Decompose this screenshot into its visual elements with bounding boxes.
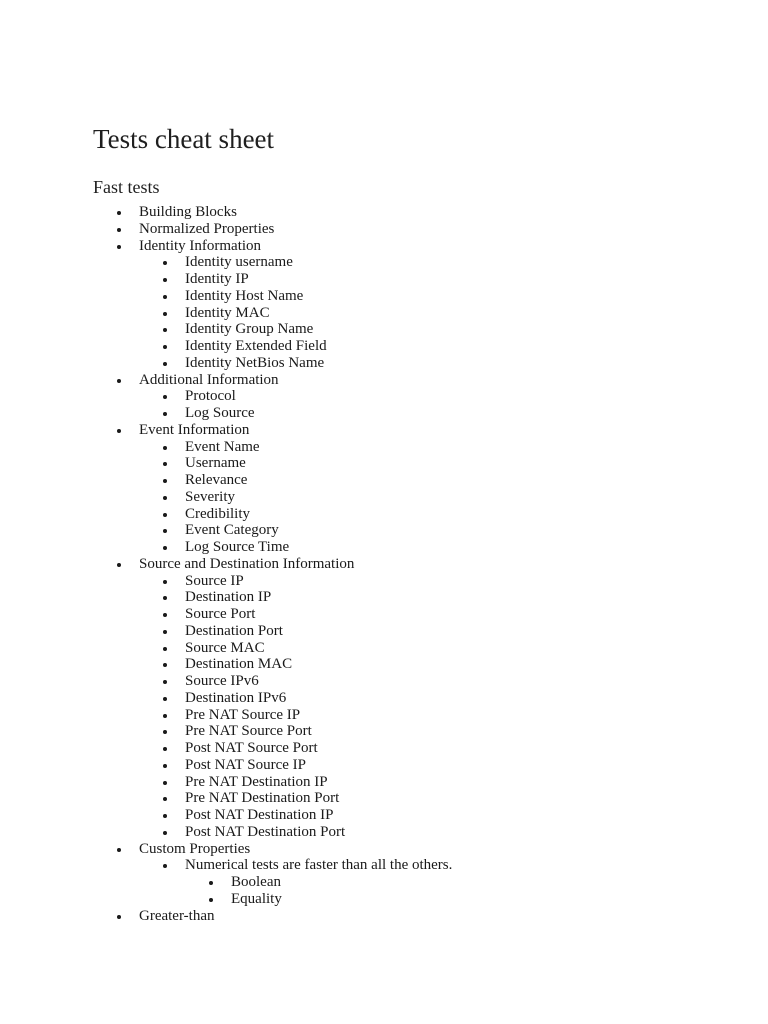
list-item-post-nat-source-ip <box>139 757 748 774</box>
list-item-label: Identity username <box>185 254 293 271</box>
document-title: Tests cheat sheet <box>93 124 275 154</box>
list-item-normalized-properties <box>93 221 748 238</box>
bullet-icon <box>163 864 167 868</box>
list-item-label: Additional Information <box>139 371 279 388</box>
fast-tests-list <box>93 204 748 924</box>
list-item-label: Identity Group Name <box>185 321 314 338</box>
sublist-source-and-destination-information <box>139 573 748 841</box>
bullet-icon <box>163 647 167 651</box>
bullet-icon <box>163 663 167 667</box>
bullet-icon <box>163 513 167 517</box>
list-item-boolean <box>185 874 748 891</box>
document-page <box>93 123 748 924</box>
list-item-label: Source and Destination Information <box>139 555 355 572</box>
list-item-relevance <box>139 472 748 489</box>
list-item-identity-mac <box>139 305 748 322</box>
list-item-identity-information <box>93 238 748 372</box>
bullet-icon <box>163 412 167 416</box>
list-item-label: Source IPv6 <box>185 673 259 689</box>
bullet-icon <box>163 831 167 835</box>
list-item-event-name <box>139 439 748 456</box>
bullet-icon <box>163 295 167 299</box>
list-item-label: Identity NetBios Name <box>185 354 325 371</box>
list-item-source-ipv6 <box>139 673 748 690</box>
list-item-source-ip <box>139 573 748 590</box>
list-item-label: Identity Extended Field <box>185 338 327 354</box>
bullet-icon <box>117 429 121 433</box>
list-item-label: Post NAT Destination Port <box>185 823 346 840</box>
list-item-identity-ip <box>139 271 748 288</box>
list-item-label: Event Information <box>139 421 250 438</box>
list-item-label: Event Category <box>185 522 279 539</box>
list-item-identity-extended-field <box>139 338 748 355</box>
list-item-label: Greater-than <box>139 907 215 924</box>
sublist-identity-information <box>139 254 748 371</box>
sublist-numerical-tests-are-faster-than-all-the-others <box>185 874 748 908</box>
bullet-icon <box>117 848 121 852</box>
list-item-protocol <box>139 388 748 405</box>
bullet-icon <box>163 278 167 282</box>
list-item-post-nat-destination-port <box>139 824 748 841</box>
bullet-icon <box>117 563 121 567</box>
list-item-label: Log Source <box>185 405 255 421</box>
list-item-pre-nat-source-port <box>139 723 748 740</box>
sublist-event-information <box>139 439 748 556</box>
list-item-pre-nat-source-ip <box>139 707 748 724</box>
list-item-label: Identity Host Name <box>185 287 304 304</box>
bullet-icon <box>163 814 167 818</box>
list-item-label: Pre NAT Source IP <box>185 706 301 723</box>
list-item-label: Building Blocks <box>139 204 237 220</box>
list-item-label: Destination MAC <box>185 656 293 673</box>
list-item-label: Post NAT Source IP <box>185 756 306 773</box>
bullet-icon <box>209 898 213 902</box>
list-item-label: Credibility <box>185 505 250 522</box>
bullet-icon <box>163 613 167 617</box>
list-item-source-mac <box>139 640 748 657</box>
list-item-destination-ip <box>139 589 748 606</box>
list-item-source-port <box>139 606 748 623</box>
list-item-log-source <box>139 405 748 422</box>
bullet-icon <box>163 312 167 316</box>
list-item-pre-nat-destination-ip <box>139 774 748 791</box>
list-item-label: Log Source Time <box>185 539 290 555</box>
list-item-identity-group-name <box>139 321 748 338</box>
list-item-label: Pre NAT Destination Port <box>185 790 340 807</box>
list-item-label: Equality <box>231 890 282 907</box>
list-item-pre-nat-destination-port <box>139 790 748 807</box>
list-item-credibility <box>139 506 748 523</box>
list-item-additional-information <box>93 372 748 422</box>
bullet-icon <box>163 496 167 500</box>
list-item-identity-netbios-name <box>139 355 748 372</box>
list-item-post-nat-source-port <box>139 740 748 757</box>
list-item-building-blocks <box>93 204 748 221</box>
list-item-severity <box>139 489 748 506</box>
list-item-event-information <box>93 422 748 556</box>
list-item-label: Custom Properties <box>139 840 251 857</box>
list-item-destination-mac <box>139 656 748 673</box>
section-heading-fast-tests: Fast tests <box>93 177 160 197</box>
bullet-icon <box>163 261 167 265</box>
bullet-icon <box>117 379 121 383</box>
list-item-label: Destination Port <box>185 622 283 639</box>
list-item-numerical-tests-are-faster-than-all-the-others <box>139 857 748 907</box>
list-item-label: Relevance <box>185 472 248 488</box>
list-item-identity-username <box>139 254 748 271</box>
list-item-label: Destination IP <box>185 589 272 606</box>
bullet-icon <box>163 747 167 751</box>
list-item-label: Identity Information <box>139 237 262 254</box>
bullet-icon <box>117 211 121 215</box>
bullet-icon <box>163 730 167 734</box>
list-item-label: Identity IP <box>185 271 249 287</box>
bullet-icon <box>163 395 167 399</box>
sublist-additional-information <box>139 388 748 422</box>
list-item-label: Post NAT Destination IP <box>185 807 334 823</box>
bullet-icon <box>163 546 167 550</box>
list-item-label: Normalized Properties <box>139 220 275 237</box>
list-item-greater-than <box>93 908 748 925</box>
bullet-icon <box>163 596 167 600</box>
list-item-label: Boolean <box>231 874 281 890</box>
bullet-icon <box>209 881 213 885</box>
bullet-icon <box>163 446 167 450</box>
bullet-icon <box>163 462 167 466</box>
list-item-label: Severity <box>185 488 235 505</box>
list-item-label: Pre NAT Source Port <box>185 723 312 740</box>
list-item-label: Username <box>185 455 246 472</box>
list-item-label: Event Name <box>185 438 260 455</box>
bullet-icon <box>163 764 167 768</box>
bullet-icon <box>163 328 167 332</box>
list-item-source-and-destination-information <box>93 556 748 841</box>
list-item-identity-host-name <box>139 288 748 305</box>
list-item-label: Destination IPv6 <box>185 689 287 706</box>
list-item-destination-port <box>139 623 748 640</box>
bullet-icon <box>163 479 167 483</box>
bullet-icon <box>163 680 167 684</box>
list-item-destination-ipv6 <box>139 690 748 707</box>
list-item-post-nat-destination-ip <box>139 807 748 824</box>
list-item-custom-properties <box>93 841 748 908</box>
list-item-label: Post NAT Source Port <box>185 740 318 756</box>
bullet-icon <box>163 797 167 801</box>
bullet-icon <box>117 228 121 232</box>
list-item-label: Source MAC <box>185 639 265 656</box>
list-item-label: Pre NAT Destination IP <box>185 773 328 790</box>
bullet-icon <box>163 714 167 718</box>
bullet-icon <box>163 781 167 785</box>
list-item-label: Source Port <box>185 606 256 622</box>
sublist-custom-properties <box>139 857 748 907</box>
bullet-icon <box>163 362 167 366</box>
bullet-icon <box>163 345 167 349</box>
list-item-label: Source IP <box>185 572 244 589</box>
bullet-icon <box>163 529 167 533</box>
list-item-log-source-time <box>139 539 748 556</box>
list-item-label: Identity MAC <box>185 304 270 321</box>
list-item-label: Numerical tests are faster than all the others. <box>185 857 453 874</box>
list-item-event-category <box>139 522 748 539</box>
list-item-username <box>139 455 748 472</box>
bullet-icon <box>117 915 121 919</box>
list-item-label: Protocol <box>185 388 236 405</box>
bullet-icon <box>163 580 167 584</box>
bullet-icon <box>163 630 167 634</box>
list-item-equality <box>185 891 748 908</box>
bullet-icon <box>163 697 167 701</box>
bullet-icon <box>117 245 121 249</box>
